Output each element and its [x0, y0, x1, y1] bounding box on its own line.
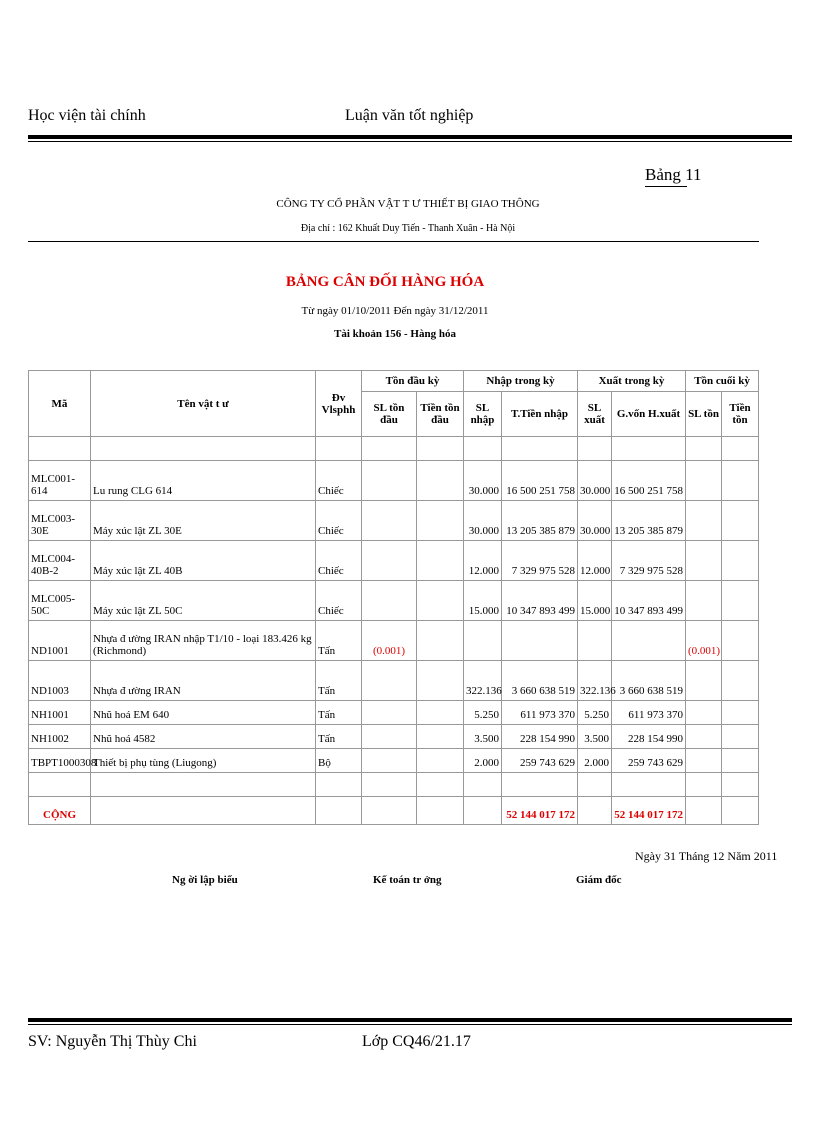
table-cell: Chiếc	[316, 581, 362, 621]
table-cell	[362, 701, 417, 725]
table-cell	[722, 749, 759, 773]
table-cell: Máy xúc lật ZL 30E	[91, 501, 316, 541]
table-cell: 228 154 990	[612, 725, 686, 749]
table-cell	[417, 749, 464, 773]
table-cell: 12.000	[578, 541, 612, 581]
table-cell: Tấn	[316, 621, 362, 661]
footer-rule-thick	[28, 1018, 792, 1022]
col-tien-ton-dau: Tiền tồn đầu	[417, 392, 464, 437]
table-cell	[417, 773, 464, 797]
table-cell: 259 743 629	[502, 749, 578, 773]
table-row-blank	[29, 773, 759, 797]
table-cell: Nhũ hoá EM 640	[91, 701, 316, 725]
col-dv: Đv Vlsphh	[316, 371, 362, 437]
table-cell	[362, 797, 417, 825]
table-cell	[612, 773, 686, 797]
table-cell: 16 500 251 758	[502, 461, 578, 501]
table-row	[29, 621, 759, 661]
table-cell	[722, 461, 759, 501]
col-tien-nhap: T.Tiền nhập	[502, 392, 578, 437]
table-cell: ND1003	[29, 661, 91, 701]
col-sl-nhap: SL nhập	[464, 392, 502, 437]
report-period: Từ ngày 01/10/2011 Đến ngày 31/12/2011	[301, 305, 489, 317]
table-cell	[417, 581, 464, 621]
table-cell: 322.136	[464, 661, 502, 701]
table-cell	[362, 501, 417, 541]
table-cell: 12.000	[464, 541, 502, 581]
total-tien-nhap: 52 144 017 172	[502, 797, 578, 825]
table-cell: 3.500	[578, 725, 612, 749]
table-cell	[578, 437, 612, 461]
table-cell	[722, 725, 759, 749]
table-cell: MLC001-614	[29, 461, 91, 501]
table-cell	[464, 773, 502, 797]
table-cell	[686, 725, 722, 749]
header-thesis: Luận văn tốt nghiệp	[345, 107, 474, 124]
col-sl-ton: SL tồn	[686, 392, 722, 437]
header-rule-thick	[28, 135, 792, 139]
table-cell	[686, 581, 722, 621]
footer-class: Lớp CQ46/21.17	[362, 1033, 471, 1050]
table-cell	[502, 437, 578, 461]
table-cell: (0.001)	[362, 621, 417, 661]
company-address: Địa chỉ : 162 Khuất Duy Tiến - Thanh Xuân - Hà Nội	[300, 223, 516, 234]
table-row	[29, 501, 759, 541]
table-cell	[686, 541, 722, 581]
signature-preparer: Ng ời lập biểu	[172, 874, 238, 886]
table-cell: 10 347 893 499	[502, 581, 578, 621]
footer-rule-thin	[28, 1024, 792, 1025]
table-cell: 15.000	[464, 581, 502, 621]
table-cell	[362, 461, 417, 501]
table-cell	[686, 773, 722, 797]
table-cell: NH1001	[29, 701, 91, 725]
table-cell	[686, 749, 722, 773]
table-cell	[578, 773, 612, 797]
table-cell: (0.001)	[686, 621, 722, 661]
table-cell	[362, 541, 417, 581]
signature-date: Ngày 31 Tháng 12 Năm 2011	[635, 849, 778, 863]
table-cell	[464, 437, 502, 461]
table-cell	[502, 773, 578, 797]
table-cell	[578, 621, 612, 661]
table-cell: Nhũ hoá 4582	[91, 725, 316, 749]
table-cell: 7 329 975 528	[612, 541, 686, 581]
table-cell	[417, 461, 464, 501]
table-cell	[464, 621, 502, 661]
table-cell	[362, 437, 417, 461]
table-cell: Máy xúc lật ZL 40B	[91, 541, 316, 581]
table-cell	[417, 437, 464, 461]
table-cell	[362, 749, 417, 773]
table-cell: 15.000	[578, 581, 612, 621]
table-cell	[417, 621, 464, 661]
table-cell	[417, 661, 464, 701]
table-row	[29, 749, 759, 773]
table-cell: Chiếc	[316, 461, 362, 501]
table-row	[29, 725, 759, 749]
table-cell: Máy xúc lật ZL 50C	[91, 581, 316, 621]
table-cell	[722, 621, 759, 661]
table-cell: Chiếc	[316, 541, 362, 581]
table-cell: 7 329 975 528	[502, 541, 578, 581]
table-row	[29, 661, 759, 701]
address-rule	[28, 241, 759, 242]
table-cell	[362, 725, 417, 749]
table-cell	[417, 701, 464, 725]
table-cell	[686, 661, 722, 701]
table-cell	[316, 797, 362, 825]
table-number: Bảng 11	[645, 165, 702, 184]
col-sl-xuat: SL xuất	[578, 392, 612, 437]
table-row	[29, 461, 759, 501]
report-account: Tài khoản 156 - Hàng hóa	[334, 328, 456, 340]
table-cell: 3 660 638 519	[612, 661, 686, 701]
table-number-underline	[645, 186, 687, 187]
table-cell: Lu rung CLG 614	[91, 461, 316, 501]
table-cell	[91, 797, 316, 825]
table-cell	[686, 701, 722, 725]
balance-table	[28, 370, 759, 825]
header-rule-thin	[28, 141, 792, 142]
table-cell	[722, 701, 759, 725]
table-cell: 2.000	[464, 749, 502, 773]
report-title: BẢNG CÂN ĐỐI HÀNG HÓA	[285, 274, 485, 290]
table-cell	[362, 661, 417, 701]
table-cell: 30.000	[578, 461, 612, 501]
table-cell: 13 205 385 879	[612, 501, 686, 541]
table-cell	[578, 797, 612, 825]
table-row	[29, 581, 759, 621]
table-cell: 322.136	[578, 661, 612, 701]
table-cell: Tấn	[316, 701, 362, 725]
table-cell: MLC003-30E	[29, 501, 91, 541]
col-nhap: Nhập trong kỳ	[464, 371, 578, 392]
table-cell: 10 347 893 499	[612, 581, 686, 621]
company-name: CÔNG TY CỔ PHẦN VẬT T Ư THIẾT BỊ GIAO THÔNG	[276, 198, 540, 210]
col-xuat: Xuất trong kỳ	[578, 371, 686, 392]
table-cell	[362, 773, 417, 797]
table-cell: 228 154 990	[502, 725, 578, 749]
header-school: Học viện tài chính	[28, 107, 146, 124]
table-cell	[316, 773, 362, 797]
table-cell	[686, 437, 722, 461]
table-cell: Chiếc	[316, 501, 362, 541]
table-cell: 611 973 370	[612, 701, 686, 725]
table-cell	[722, 501, 759, 541]
table-cell	[722, 581, 759, 621]
table-cell	[91, 773, 316, 797]
table-cell: Thiết bị phụ tùng (Liugong)	[91, 749, 316, 773]
table-cell: Tấn	[316, 725, 362, 749]
signature-director: Giám đốc	[576, 874, 622, 886]
table-cell	[612, 621, 686, 661]
total-label: CỘNG	[29, 797, 91, 825]
table-row	[29, 701, 759, 725]
table-cell	[464, 797, 502, 825]
table-cell: 5.250	[578, 701, 612, 725]
col-ten: Tên vật t ư	[91, 371, 316, 437]
table-cell: 30.000	[578, 501, 612, 541]
table-cell: 3 660 638 519	[502, 661, 578, 701]
col-ma: Mã	[29, 371, 91, 437]
signature-accountant: Kế toán tr ởng	[373, 874, 442, 886]
table-cell	[91, 437, 316, 461]
footer-student: SV: Nguyễn Thị Thùy Chi	[28, 1033, 197, 1050]
table-cell: 259 743 629	[612, 749, 686, 773]
table-cell	[316, 437, 362, 461]
table-cell	[686, 797, 722, 825]
table-cell	[722, 541, 759, 581]
table-cell	[686, 501, 722, 541]
table-cell	[29, 773, 91, 797]
table-cell: 16 500 251 758	[612, 461, 686, 501]
col-ton-cuoi: Tồn cuối kỳ	[686, 371, 759, 392]
table-cell	[722, 773, 759, 797]
table-cell	[29, 437, 91, 461]
table-cell: MLC005-50C	[29, 581, 91, 621]
table-cell	[417, 725, 464, 749]
table-cell	[722, 661, 759, 701]
col-gv-xuat: G.vốn H.xuất	[612, 392, 686, 437]
table-row-total	[29, 797, 759, 825]
table-row	[29, 541, 759, 581]
table-cell: Tấn	[316, 661, 362, 701]
table-cell	[722, 797, 759, 825]
table-cell: 3.500	[464, 725, 502, 749]
table-cell: NH1002	[29, 725, 91, 749]
col-sl-ton-dau: SL tồn đầu	[362, 392, 417, 437]
table-cell: 5.250	[464, 701, 502, 725]
table-cell: 2.000	[578, 749, 612, 773]
table-cell: Bộ	[316, 749, 362, 773]
table-cell	[417, 541, 464, 581]
table-cell	[417, 501, 464, 541]
table-cell	[612, 437, 686, 461]
table-cell: ND1001	[29, 621, 91, 661]
table-cell: TBPT1000308	[29, 749, 91, 773]
table-row-blank	[29, 437, 759, 461]
col-ton-dau: Tồn đầu kỳ	[362, 371, 464, 392]
total-gv-xuat: 52 144 017 172	[612, 797, 686, 825]
table-cell: 30.000	[464, 501, 502, 541]
table-cell	[686, 461, 722, 501]
table-cell: Nhựa đ ường IRAN	[91, 661, 316, 701]
table-cell: 13 205 385 879	[502, 501, 578, 541]
table-cell: 611 973 370	[502, 701, 578, 725]
table-cell	[502, 621, 578, 661]
table-cell	[362, 581, 417, 621]
table-cell	[722, 437, 759, 461]
table-cell: 30.000	[464, 461, 502, 501]
col-tien-ton: Tiền tồn	[722, 392, 759, 437]
table-cell: MLC004-40B-2	[29, 541, 91, 581]
table-cell	[417, 797, 464, 825]
table-cell: Nhựa đ ường IRAN nhập T1/10 - loại 183.426 kg (Richmond)	[91, 621, 316, 661]
